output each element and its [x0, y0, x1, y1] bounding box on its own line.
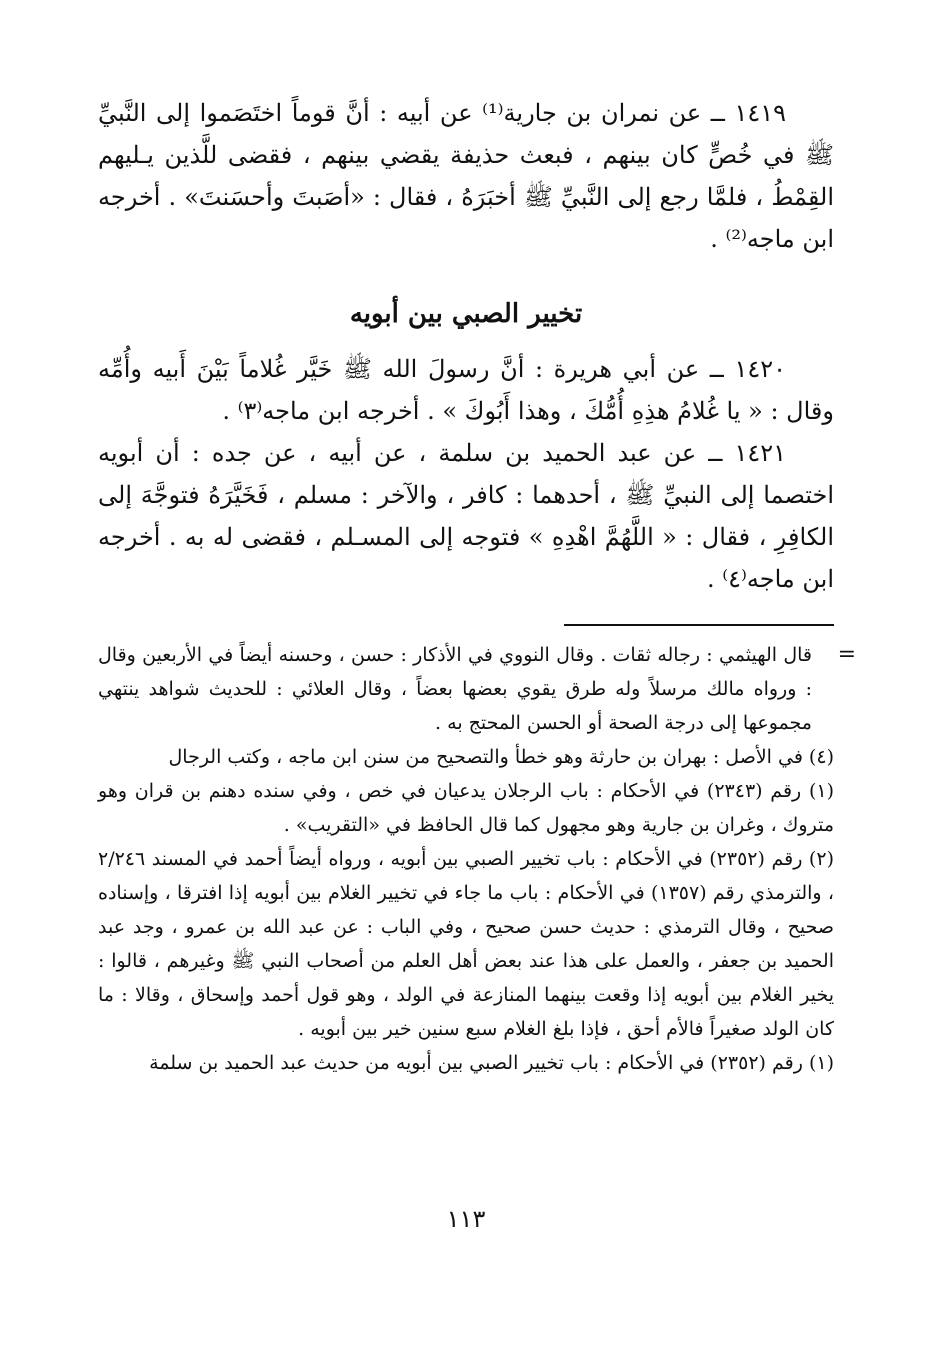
footnote-divider [564, 624, 834, 626]
footnote-2: (٢) رقم (٢٣٥٢) في الأحكام : باب تخيير الصبي بين أبويه ، ورواه أيضاً أحمد في المسند ٢/٢٤٦ ، والترمذي رقم (١٣٥٧) في الأحكام : باب ما جاء في تخيير الغلام بين أبويه إذا افترقا ، وإسناده صحيح ، وقال الترمذي : حديث حسن صحيح ، وفي الباب : عن عبد الله بن عمرو ، وجد عبد الحميد بن جعفر ، والعمل على هذا عند بعض أهل العلم من أصحاب النبي ﷺ وغيرهم ، قالوا : يخير الغلام بين أبويه إذا وقعت بينهما المنازعة في الولد ، وهو قول أحمد وإسحاق ، وقالا : ما كان الولد صغيراً فالأم أحق ، فإذا بلغ الغلام سبع سنين خير بين أبويه . [98, 848, 834, 1040]
footnote-4-previous: (٤) في الأصل : بهران بن حارثة وهو خطأ والتصحيح من سنن ابن ماجه ، وكتب الرجال [168, 746, 834, 768]
main-text [98, 92, 834, 600]
hadith-1419: ١٤١٩ ــ عن نمران بن جارية⁽¹⁾ عن أبيه : أنَّ قوماً اختَصَموا إلى النَّبيِّ ﷺ في خُصٍّ كان بينهم ، فبعث حذيفة يقضي بينهم ، فقضى للَّذين يـليهم القِمْطُ ، فلمَّا رجع إلى النَّبيِّ ﷺ أخبَرَهُ ، فقال : «أصَبتَ وأحسَنتَ» . أخرجه ابن ماجه⁽²⁾ . [98, 99, 834, 253]
footnote-3: (١) رقم (٢٣٥٢) في الأحكام : باب تخيير الصبي بين أبويه من حديث عبد الحميد بن سلمة [149, 1052, 834, 1074]
footnote-1: (١) رقم (٢٣٤٣) في الأحكام : باب الرجلان يدعيان في خص ، وفي سنده دهنم بن قران وهو متروك ، وغران بن جارية وهو مجهول كما قال الحافظ في «التقريب» . [98, 780, 834, 836]
hadith-1421: ١٤٢١ ــ عن عبد الحميد بن سلمة ، عن أبيه ، عن جده : أن أبويه اختصما إلى النبيِّ ﷺ ، أحدهما : كافر ، والآخر : مسلم ، فَخَيَّرَهُ فتوجَّهَ إلى الكافِرِ ، فقال : « اللَّهُمَّ اهْدِهِ » فتوجه إلى المسـلم ، فقضى له به . أخرجه ابن ماجه⁽٤⁾ . [98, 439, 834, 593]
footnotes [98, 638, 856, 1080]
continuation-marker: = [837, 642, 856, 667]
footnote-continuation [98, 638, 856, 740]
hadith-1420: ١٤٢٠ ــ عن أبي هريرة : أنَّ رسولَ الله ﷺ خَيَّر غُلاماً بَيْنَ أَبيه وأُمِّه وقال : « يا غُلامُ هذِهِ أُمُّكَ ، وهذا أَبُوكَ » . أخرجه ابن ماجه⁽٣⁾ . [98, 355, 834, 425]
section-heading: تخيير الصبي بين أبويه [349, 299, 583, 329]
page-number: ١١٣ [446, 1205, 486, 1233]
continuation-text: قال الهيثمي : رجاله ثقات . وقال النووي في الأذكار : حسن ، وحسنه أيضاً في الأربعين وقال : ورواه مالك مرسلاً وله طرق يقوي بعضها بعضاً ، وقال العلائي : للحديث شواهد ينتهي مجموعها إلى درجة الصحة أو الحسن المحتج به . [98, 644, 812, 734]
